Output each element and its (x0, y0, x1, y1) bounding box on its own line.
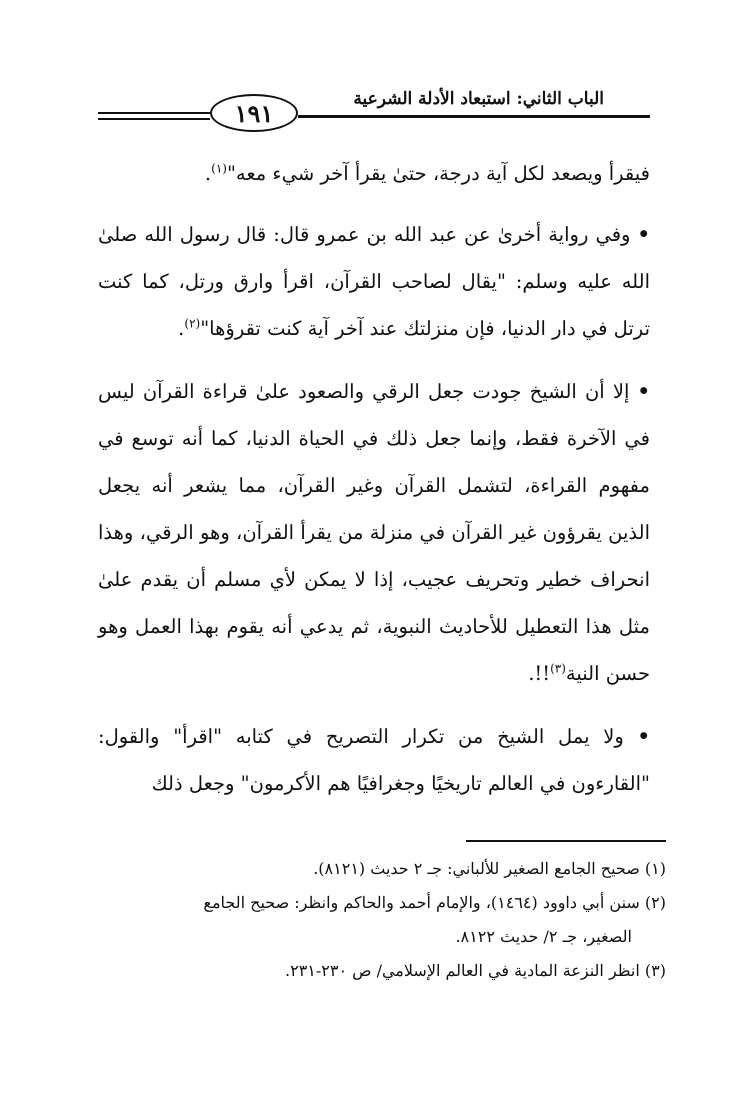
bullet-icon: • (637, 725, 650, 748)
footnote-separator (466, 840, 666, 842)
footnote-3 (98, 954, 666, 988)
header-rule-left-lower (98, 118, 210, 120)
chapter-title: الباب الثاني: استبعاد الأدلة الشرعية (347, 88, 610, 110)
header-rule-left-upper (98, 112, 210, 114)
bullet-icon: • (637, 223, 651, 246)
footnotes (98, 852, 666, 988)
running-header (98, 88, 650, 128)
footnote-text-continuation: الصغير، جـ ٢/ حديث ٨١٢٢. (455, 927, 632, 946)
paragraph-text: فيقرأ ويصعد لكل آية درجة، حتىٰ يقرأ آخر شيء معه" (226, 162, 650, 185)
paragraph-1 (98, 150, 650, 197)
paragraph-3 (98, 368, 650, 697)
paragraph-end: !!. (528, 662, 551, 685)
footnote-number: (٢) (644, 893, 666, 912)
page-number: ١٩١ (210, 94, 298, 132)
header-rule-right (298, 115, 650, 118)
footnote-text: انظر النزعة المادية في العالم الإسلامي/ ص ٢٣٠-٢٣١. (285, 961, 640, 980)
footnote-1 (98, 852, 666, 886)
footnote-ref-3: (٣) (550, 661, 566, 676)
paragraph-text: ولا يمل الشيخ من تكرار التصريح في كتابه "اقرأ" والقول: "القارءون في العالم تاريخيًا وجغرافيًا هم الأكرمون" وجعل ذلك (98, 725, 650, 795)
main-text (98, 150, 650, 823)
paragraph-end: . (204, 162, 212, 185)
footnote-number: (١) (644, 859, 666, 878)
footnote-ref-2: (٢) (184, 316, 201, 331)
footnote-2 (98, 886, 666, 954)
footnote-ref-1: (١) (211, 161, 227, 176)
paragraph-text: إلا أن الشيخ جودت جعل الرقي والصعود علىٰ قراءة القرآن ليس في الآخرة فقط، وإنما جعل ذلك في الحياة الدنيا، كما أنه توسع في مفهوم القراءة، لتشمل القرآن وغير القرآن، مما يشعر أنه يجعل الذين يقرؤون غير القرآن في منزلة من يقرأ القرآن، وهو الرقي، وهذا انحراف خطير وتحريف عجيب، إذا لا يمكن لأي مسلم أن يقدم علىٰ مثل هذا التعطيل للأحاديث النبوية، ثم يدعي أنه يقوم بهذا العمل وهو حسن النية (98, 380, 650, 685)
paragraph-end: . (178, 317, 185, 340)
paragraph-4 (98, 713, 650, 807)
footnote-text: صحيح الجامع الصغير للألباني: جـ ٢ حديث (٨١٢١). (313, 859, 640, 878)
paragraph-text: وفي رواية أخرىٰ عن عبد الله بن عمرو قال: قال رسول الله صلىٰ الله عليه وسلم: "يقال لصاحب القرآن، اقرأ وارق ورتل، كما كنت ترتل في دار الدنيا، فإن منزلتك عند آخر آية كنت تقرؤها" (98, 223, 650, 340)
bullet-icon: • (637, 380, 650, 403)
footnote-number: (٣) (644, 961, 666, 980)
footnote-text: سنن أبي داوود (١٤٦٤)، والإمام أحمد والحاكم وانظر: صحيح الجامع (203, 893, 640, 912)
paragraph-2 (98, 211, 650, 352)
